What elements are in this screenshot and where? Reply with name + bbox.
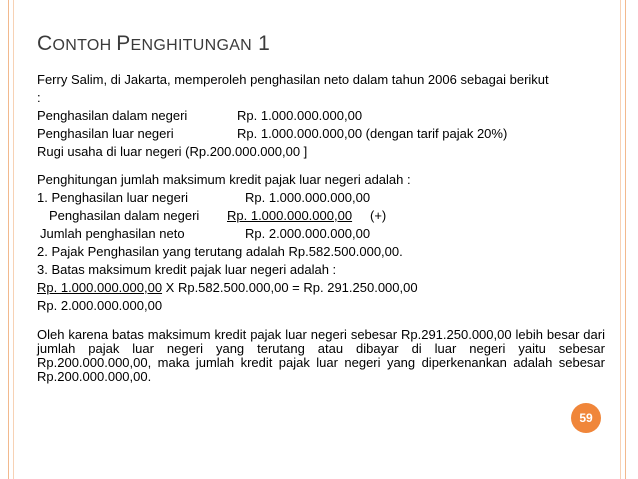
slide-title	[37, 32, 270, 56]
step1c-label: Jumlah penghasilan neto	[40, 226, 185, 241]
step1b-suffix: (+)	[370, 208, 387, 223]
title-small-caps-2: ENGHITUNGAN	[130, 37, 253, 54]
intro-colon: :	[37, 90, 41, 105]
step3-line: 3. Batas maksimum kredit pajak luar negeri adalah :	[37, 262, 337, 277]
intro-line: Ferry Salim, di Jakarta, memperoleh penghasilan neto dalam tahun 2006 sebagai berikut	[37, 72, 549, 87]
formula-numerator: Rp. 1.000.000.000,00	[37, 280, 163, 295]
step1-value: Rp. 1.000.000.000,00	[245, 190, 371, 205]
slide-body	[37, 71, 605, 384]
formula-rest: X Rp.582.500.000,00 = Rp. 291.250.000,00	[162, 280, 418, 295]
step1-row	[37, 189, 605, 207]
step1-label: 1. Penghasilan luar negeri	[37, 190, 189, 205]
income-row-domestic	[37, 107, 605, 125]
income-value: Rp. 1.000.000.000,00 (dengan tarif pajak 20%)	[237, 126, 508, 141]
page-number-badge: 59	[571, 403, 601, 433]
calc-heading: Penghitungan jumlah maksimum kredit pajak luar negeri adalah :	[37, 172, 411, 187]
step1b-label: Penghasilan dalam negeri	[49, 208, 200, 223]
income-label: Penghasilan dalam negeri	[37, 108, 188, 123]
step1c-value: Rp. 2.000.000.000,00	[245, 226, 371, 241]
step2-line: 2. Pajak Penghasilan yang terutang adalah Rp.582.500.000,00.	[37, 244, 403, 259]
loss-line: Rugi usaha di luar negeri (Rp.200.000.000,00 ]	[37, 144, 308, 159]
title-small-caps-1: ONTOH	[52, 37, 117, 54]
conclusion-paragraph: Oleh karena batas maksimum kredit pajak luar negeri sebesar Rp.291.250.000,00 lebih besar dari jumlah pajak luar negeri yang terutang atau dibayar di luar negeri yaitu sebesar Rp.200.000.000,00, maka jumlah kredit pajak luar negeri yang diperkenankan adalah sebesar Rp.200.000.000,00.	[37, 327, 605, 384]
income-row-foreign	[37, 125, 605, 143]
income-value: Rp. 1.000.000.000,00	[237, 108, 363, 123]
step1b-row	[37, 207, 605, 225]
income-label: Penghasilan luar negeri	[37, 126, 174, 141]
step1b-value: Rp. 1.000.000.000,00	[227, 208, 353, 223]
title-initial-p: P	[116, 32, 131, 55]
title-initial-c: C	[37, 32, 53, 55]
formula-line	[37, 279, 605, 297]
formula-denominator: Rp. 2.000.000.000,00	[37, 298, 163, 313]
title-number: 1	[252, 32, 271, 55]
step1c-row	[37, 225, 605, 243]
